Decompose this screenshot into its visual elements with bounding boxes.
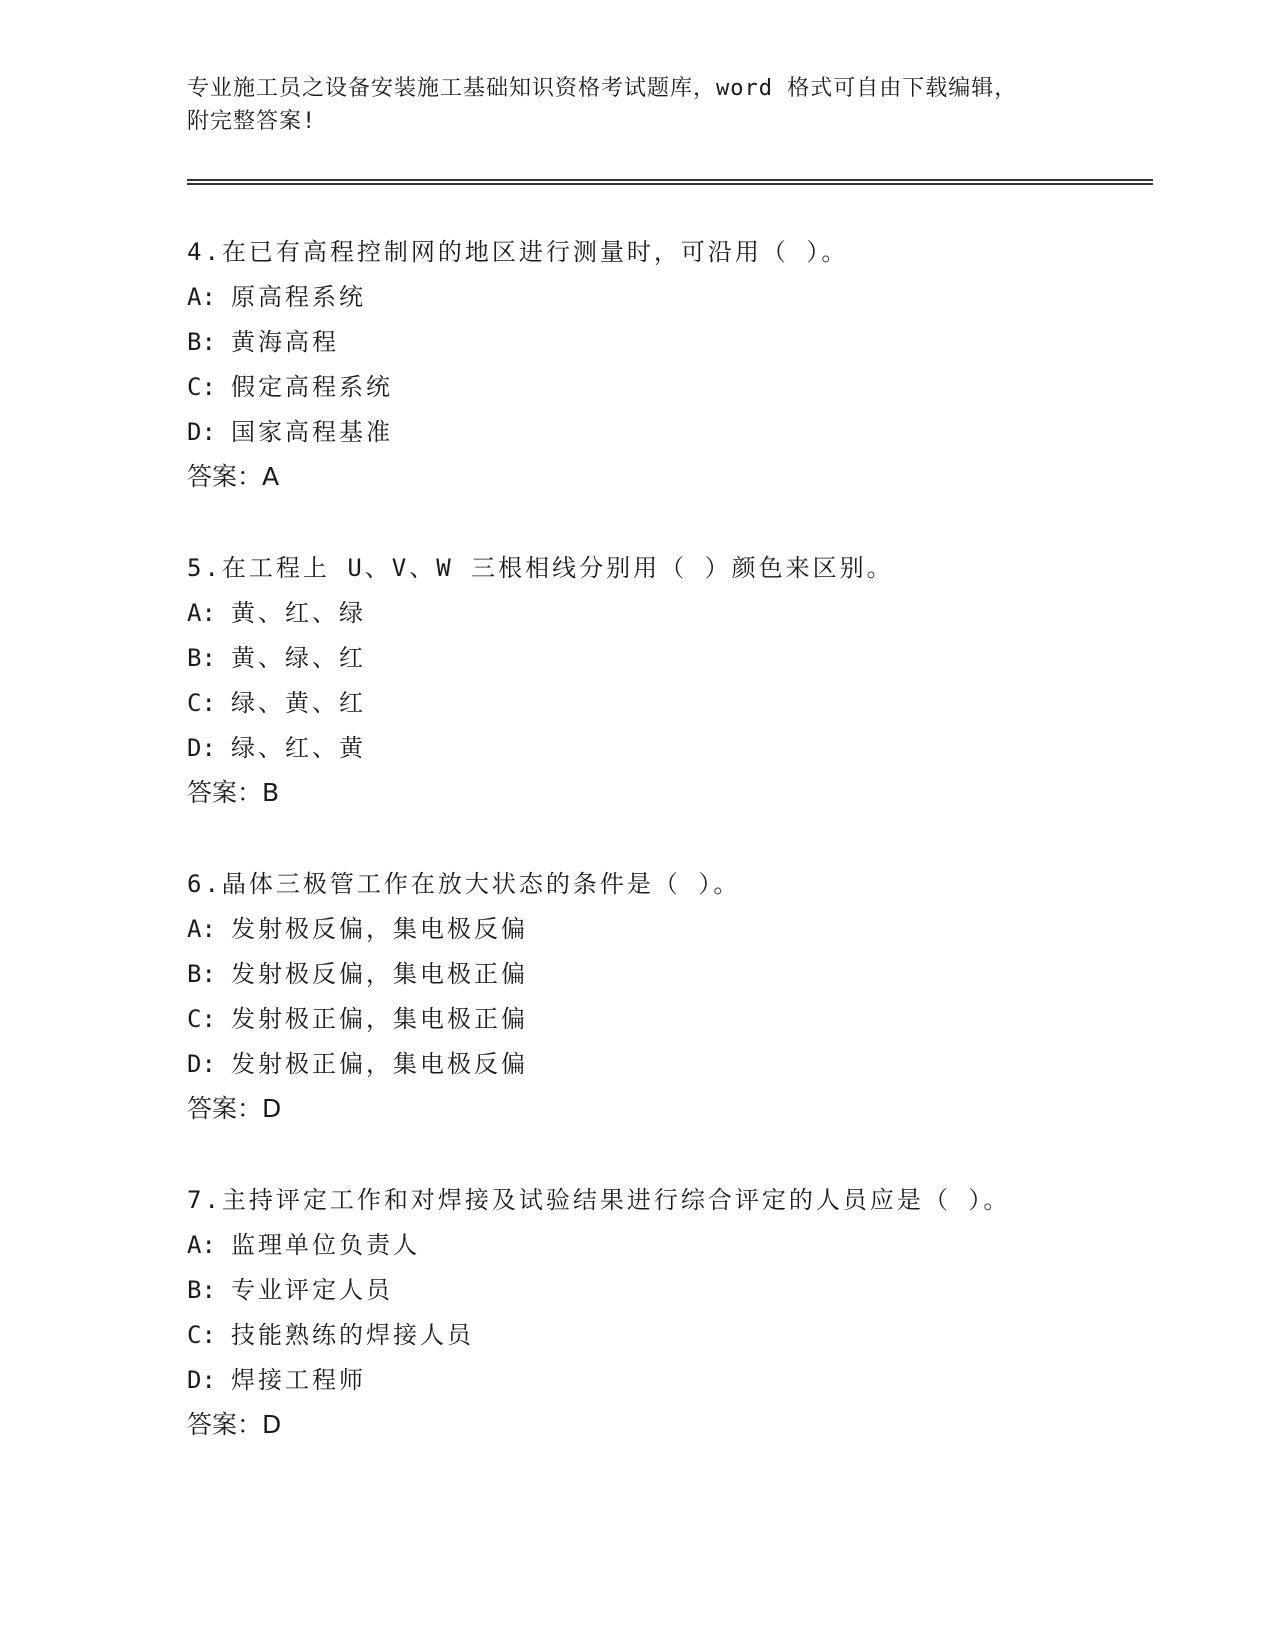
option-d bbox=[187, 417, 1147, 447]
option-c bbox=[187, 372, 1147, 402]
header-divider-top bbox=[187, 179, 1153, 181]
option-letter: B: bbox=[187, 1276, 216, 1304]
option-d bbox=[187, 1365, 1147, 1395]
option-letter: A: bbox=[187, 1231, 216, 1259]
option-letter: C: bbox=[187, 689, 216, 717]
option-letter: C: bbox=[187, 1005, 216, 1033]
option-b bbox=[187, 327, 1147, 357]
option-b bbox=[187, 959, 1147, 989]
option-b bbox=[187, 1275, 1147, 1305]
question-stem: 6.晶体三极管工作在放大状态的条件是（ ）。 bbox=[187, 870, 741, 898]
option-text: 黄海高程 bbox=[231, 328, 339, 356]
option-letter: B: bbox=[187, 328, 216, 356]
option-text: 发射极正偏，集电极正偏 bbox=[231, 1005, 528, 1033]
option-text: 黄、绿、红 bbox=[231, 644, 366, 672]
option-text: 假定高程系统 bbox=[231, 373, 393, 401]
option-letter: D: bbox=[187, 1366, 216, 1394]
option-text: 绿、红、黄 bbox=[231, 734, 366, 762]
option-letter: A: bbox=[187, 915, 216, 943]
option-a bbox=[187, 1230, 1147, 1260]
option-letter: D: bbox=[187, 1050, 216, 1078]
option-a bbox=[187, 914, 1147, 944]
header-line-2: 附完整答案! bbox=[187, 109, 317, 134]
answer: 答案：D bbox=[187, 1094, 282, 1123]
option-text: 专业评定人员 bbox=[231, 1276, 393, 1304]
option-b bbox=[187, 643, 1147, 673]
option-text: 发射极反偏，集电极反偏 bbox=[231, 915, 528, 943]
question-7 bbox=[187, 1185, 1147, 1440]
option-a bbox=[187, 598, 1147, 628]
option-a bbox=[187, 282, 1147, 312]
option-text: 焊接工程师 bbox=[231, 1366, 366, 1394]
option-letter: B: bbox=[187, 960, 216, 988]
document-header bbox=[187, 72, 1087, 138]
option-letter: D: bbox=[187, 418, 216, 446]
question-6 bbox=[187, 869, 1147, 1124]
option-letter: C: bbox=[187, 1321, 216, 1349]
question-stem: 5.在工程上 U、V、W 三根相线分别用（ ）颜色来区别。 bbox=[187, 554, 894, 582]
option-c bbox=[187, 688, 1147, 718]
question-stem: 4.在已有高程控制网的地区进行测量时，可沿用（ ）。 bbox=[187, 238, 849, 266]
answer: 答案：A bbox=[187, 462, 280, 491]
option-d bbox=[187, 1049, 1147, 1079]
option-c bbox=[187, 1320, 1147, 1350]
option-text: 监理单位负责人 bbox=[231, 1231, 420, 1259]
question-4 bbox=[187, 237, 1147, 492]
header-line-1: 专业施工员之设备安装施工基础知识资格考试题库，word 格式可自由下载编辑， bbox=[187, 76, 1018, 101]
option-c bbox=[187, 1004, 1147, 1034]
option-letter: B: bbox=[187, 644, 216, 672]
option-text: 技能熟练的焊接人员 bbox=[231, 1321, 474, 1349]
option-text: 黄、红、绿 bbox=[231, 599, 366, 627]
option-text: 发射极正偏，集电极反偏 bbox=[231, 1050, 528, 1078]
option-letter: C: bbox=[187, 373, 216, 401]
option-text: 原高程系统 bbox=[231, 283, 366, 311]
answer: 答案：D bbox=[187, 1410, 282, 1439]
question-5 bbox=[187, 553, 1147, 808]
header-divider-bottom bbox=[187, 183, 1153, 185]
option-d bbox=[187, 733, 1147, 763]
option-text: 发射极反偏，集电极正偏 bbox=[231, 960, 528, 988]
option-letter: A: bbox=[187, 283, 216, 311]
option-text: 绿、黄、红 bbox=[231, 689, 366, 717]
question-stem: 7.主持评定工作和对焊接及试验结果进行综合评定的人员应是（ ）。 bbox=[187, 1186, 1011, 1214]
answer: 答案：B bbox=[187, 778, 280, 807]
option-letter: D: bbox=[187, 734, 216, 762]
option-letter: A: bbox=[187, 599, 216, 627]
option-text: 国家高程基准 bbox=[231, 418, 393, 446]
